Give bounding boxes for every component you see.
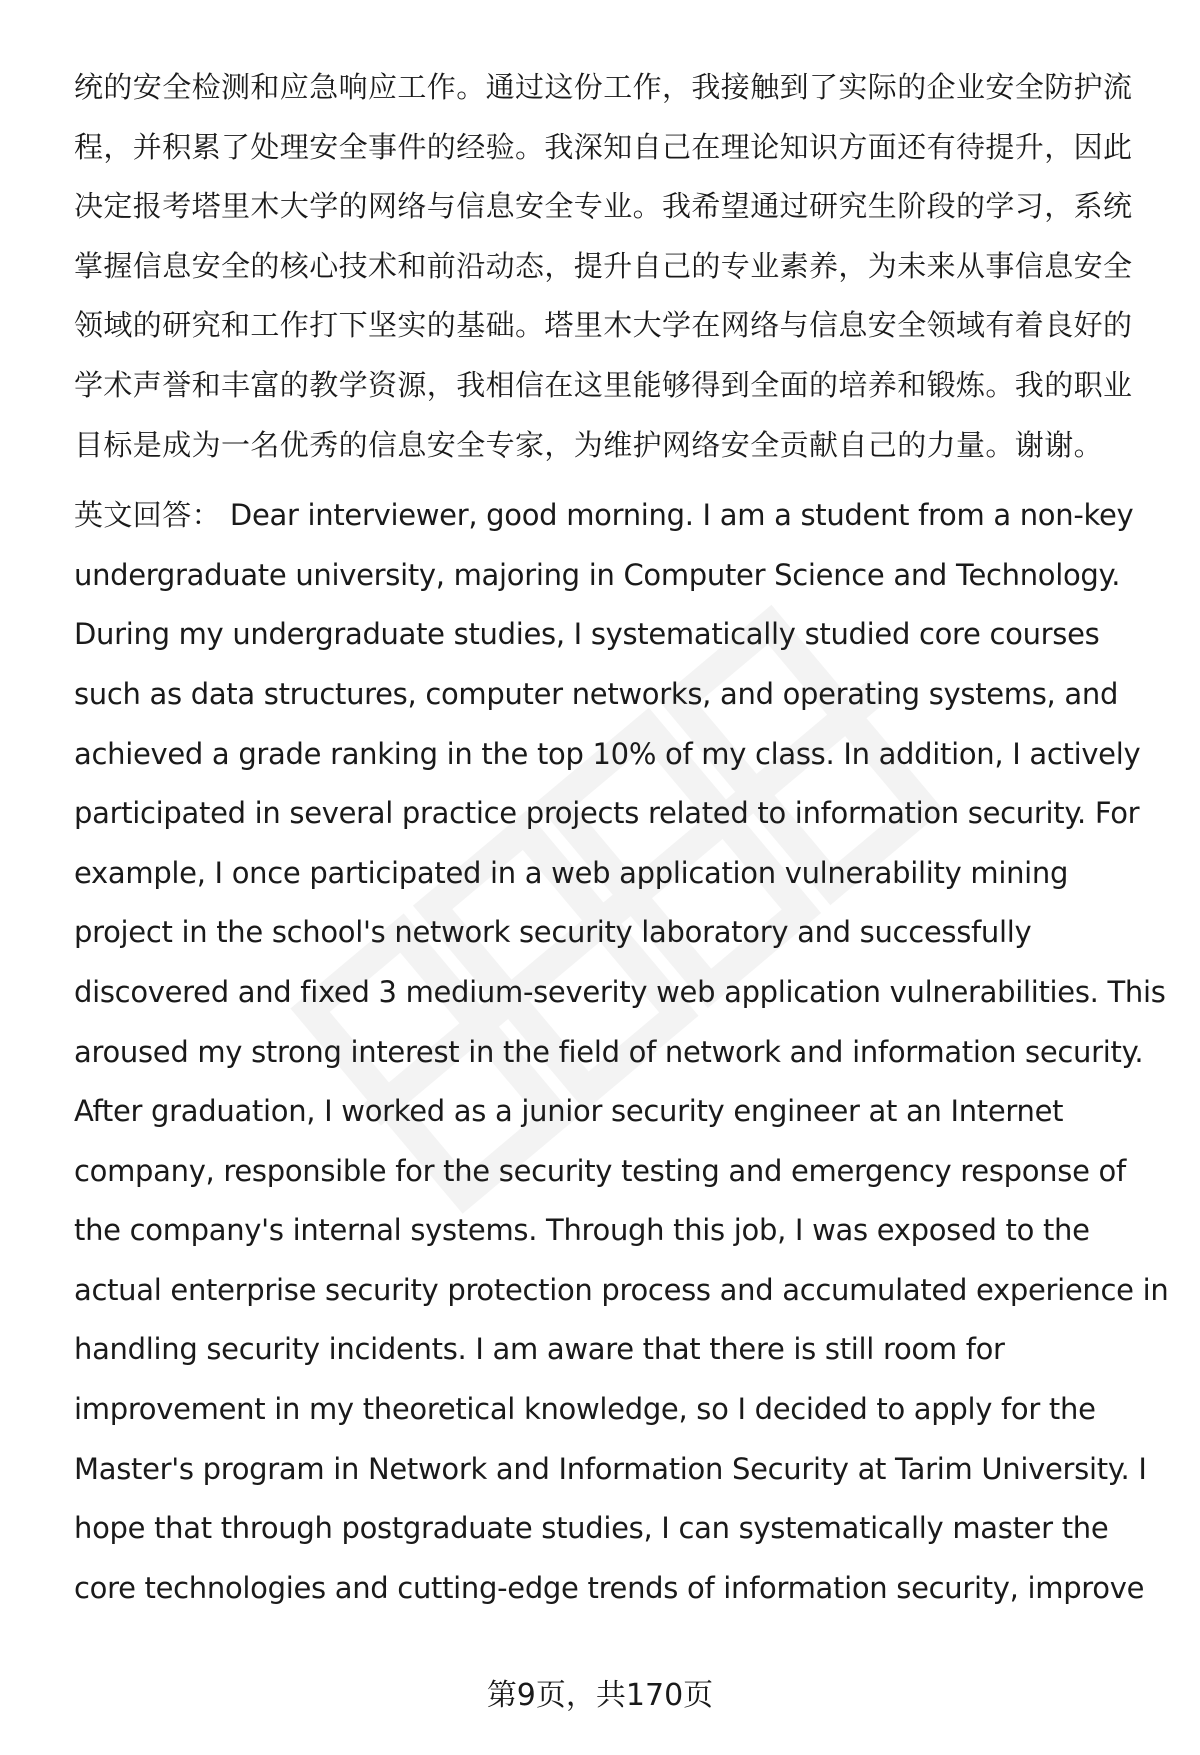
paragraph-line: undergraduate university, majoring in Computer Science and Technology. <box>74 557 1121 592</box>
paragraph-line: Master's program in Network and Information Security at Tarim University. I <box>74 1451 1147 1486</box>
paragraph-line: example, I once participated in a web application vulnerability mining <box>74 855 1069 890</box>
paragraph-line: aroused my strong interest in the field of network and information security. <box>74 1034 1144 1069</box>
paragraph-line: 决定报考塔里木大学的网络与信息安全专业。我希望通过研究生阶段的学习，系统 <box>74 189 1133 224</box>
chinese-answer-paragraph <box>74 58 1160 475</box>
english-answer-label: 英文回答： <box>74 498 222 533</box>
paragraph-line: 统的安全检测和应急响应工作。通过这份工作，我接触到了实际的企业安全防护流 <box>74 70 1133 104</box>
paragraph-line: improvement in my theoretical knowledge, so I decided to apply for the <box>74 1392 1096 1427</box>
paragraph-line: project in the school's network security laboratory and successfully <box>74 915 1032 950</box>
paragraph-line: company, responsible for the security testing and emergency response of <box>74 1153 1126 1188</box>
paragraph-line: 目标是成为一名优秀的信息安全专家，为维护网络安全贡献自己的力量。谢谢。 <box>74 427 1104 462</box>
paragraph-line: 领域的研究和工作打下坚实的基础。塔里木大学在网络与信息安全领域有着良好的 <box>74 308 1133 343</box>
paragraph-line: handling security incidents. I am aware that there is still room for <box>74 1332 1005 1367</box>
paragraph-line: 程，并积累了处理安全事件的经验。我深知自己在理论知识方面还有待提升，因此 <box>74 129 1133 164</box>
paragraph-line: actual enterprise security protection process and accumulated experience in <box>74 1272 1169 1307</box>
paragraph-line: the company's internal systems. Through this job, I was exposed to the <box>74 1213 1090 1248</box>
paragraph-line: achieved a grade ranking in the top 10% of my class. In addition, I actively <box>74 736 1141 771</box>
english-answer-first-line <box>74 486 1160 546</box>
english-answer-paragraph <box>74 486 1169 1618</box>
paragraph-line: core technologies and cutting-edge trends of information security, improve <box>74 1570 1145 1605</box>
paragraph-line: hope that through postgraduate studies, I can systematically master the <box>74 1511 1109 1546</box>
document-page <box>74 58 1169 1618</box>
paragraph-line: participated in several practice projects related to information security. For <box>74 796 1140 831</box>
page-number-footer: 第9页，共170页 <box>486 1678 714 1713</box>
paragraph-line: 学术声誉和丰富的教学资源，我相信在这里能够得到全面的培养和锻炼。我的职业 <box>74 367 1133 402</box>
paragraph-line: discovered and fixed 3 medium-severity web application vulnerabilities. This <box>74 974 1166 1009</box>
paragraph-line: 掌握信息安全的核心技术和前沿动态，提升自己的专业素养，为未来从事信息安全 <box>74 248 1133 283</box>
english-answer-first-line-text: Dear interviewer, good morning. I am a student from a non-key <box>221 498 1134 533</box>
paragraph-line: During my undergraduate studies, I systematically studied core courses <box>74 617 1100 652</box>
paragraph-line: After graduation, I worked as a junior security engineer at an Internet <box>74 1094 1064 1129</box>
paragraph-line: such as data structures, computer networks, and operating systems, and <box>74 676 1119 711</box>
